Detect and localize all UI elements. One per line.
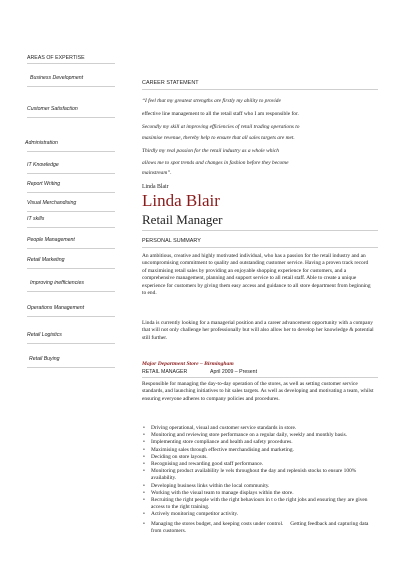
expertise-item: Administration: [25, 140, 58, 146]
expertise-item: Business Development: [30, 75, 84, 81]
expertise-item: IT skills: [27, 216, 45, 222]
list-item: • Actively monitoring competitor activity.: [142, 511, 378, 518]
expertise-item: Customer Satisfaction: [27, 106, 78, 112]
list-item: • Driving operational, visual and customer service standards in store.: [142, 425, 378, 432]
list-item: • Recognising and rewarding good staff performance.: [142, 461, 378, 468]
job-title-heading: Retail Manager: [142, 212, 223, 227]
list-item: • Managing the stores budget, and keeping costs under control. Getting feedback and capturing data from customers.: [142, 521, 378, 535]
career-statement-heading: CAREER STATEMENT: [142, 80, 199, 86]
job-description: Responsible for managing the day-to-day operation of the stores, as well as setting customer service standards, and launching initiatives to hit sales targets. As well as developing and motivating a team, whilst ensuring everyone adheres to company policies and procedures.: [142, 381, 374, 402]
expertise-item: IT Knowledge: [27, 162, 59, 168]
left-rule: [27, 211, 115, 212]
left-rule: [27, 367, 115, 368]
list-item: • Working with the visual team to manage displays within the store.: [142, 490, 378, 497]
left-rule: [27, 86, 115, 87]
employer-name: Major Department Store – Birmingham: [142, 361, 234, 367]
left-rule: [27, 192, 115, 193]
career-statement-line: “I feel that my greatest strengths are firstly my ability to provide: [142, 98, 281, 104]
left-rule: [27, 63, 115, 64]
candidate-name: Linda Blair: [142, 191, 220, 210]
list-item: • Recruiting the right people with the right behaviours in t o the right jobs and ensuring they are given access to the right training.: [142, 497, 378, 511]
section-rule: [142, 377, 378, 378]
left-rule: [27, 248, 115, 249]
left-rule: [27, 227, 115, 228]
left-rule: [27, 117, 115, 118]
expertise-item: Retail Marketing: [27, 257, 65, 263]
summary-paragraph: Linda is currently looking for a managerial position and a career advancement opportunity with a company that will not only challenge her professionally but will also allow her to develop her knowledge & potential still further.: [142, 320, 374, 341]
expertise-item: Operations Management: [27, 305, 85, 311]
list-item: • Monitoring and reviewing store performance on a regular daily, weekly and monthly basis.: [142, 432, 378, 439]
name-small: Linda Blair: [142, 184, 169, 190]
left-rule: [27, 268, 115, 269]
expertise-item: Improving inefficiencies: [30, 280, 84, 286]
list-item: • Monitoring product availability le vels throughout the day and replenish stocks to ensure 100% availability.: [142, 468, 378, 482]
expertise-item: Visual Merchandising: [27, 200, 77, 206]
section-rule: [142, 247, 378, 248]
list-item: • Deciding on store layouts.: [142, 454, 378, 461]
areas-of-expertise-heading: AREAS OF EXPERTISE: [27, 55, 85, 61]
expertise-item: Retail Buying: [29, 356, 60, 362]
job-role: RETAIL MANAGER: [142, 369, 188, 375]
career-statement-line: maximise revenue, thereby help to ensure that all sales targets are met.: [142, 135, 295, 141]
responsibilities-list: [142, 425, 378, 535]
career-statement-line: allows me to spot trends and changes in fashion before they become: [142, 160, 289, 166]
left-rule: [27, 291, 115, 292]
career-statement-line: mainstream”.: [142, 170, 172, 176]
list-item: • Developing business links within the local community.: [142, 483, 378, 490]
left-rule: [27, 316, 115, 317]
summary-paragraph: An ambitious, creative and highly motivated individual, who has a passion for the retail industry and an uncompromising commitment to quality and outstanding customer service. Having a proven track record of maximising retail sales by providing an enjoyable shopping experience for customers, and a comprehensive management, planning and support service to all retail staff. Able to create a unique experience for customers by giving them easy access and guidance to all store department from beginning to end.: [142, 253, 371, 297]
career-statement-line: Secondly my skill at improving efficiencies of retail trading operations to: [142, 124, 300, 130]
left-rule: [27, 343, 115, 344]
career-statement-line: effective line management to all the retail staff who I am responsible for.: [142, 111, 299, 117]
expertise-item: Report Writing: [27, 181, 61, 187]
list-item: • Implementing store compliance and health and safety procedures.: [142, 439, 378, 446]
expertise-item: People Management: [27, 237, 75, 243]
personal-summary-heading: PERSONAL SUMMARY: [142, 238, 201, 244]
left-rule: [27, 151, 115, 152]
left-rule: [27, 173, 115, 174]
section-rule: [142, 230, 378, 231]
list-item: • Maximising sales through effective merchandising and marketing.: [142, 447, 378, 454]
section-rule: [142, 89, 378, 90]
career-statement-line: Thirdly my real passion for the retail industry as a whole which: [142, 148, 280, 154]
expertise-item: Retail Logistics: [27, 332, 62, 338]
job-dates: April 2009 – Present: [210, 369, 258, 375]
